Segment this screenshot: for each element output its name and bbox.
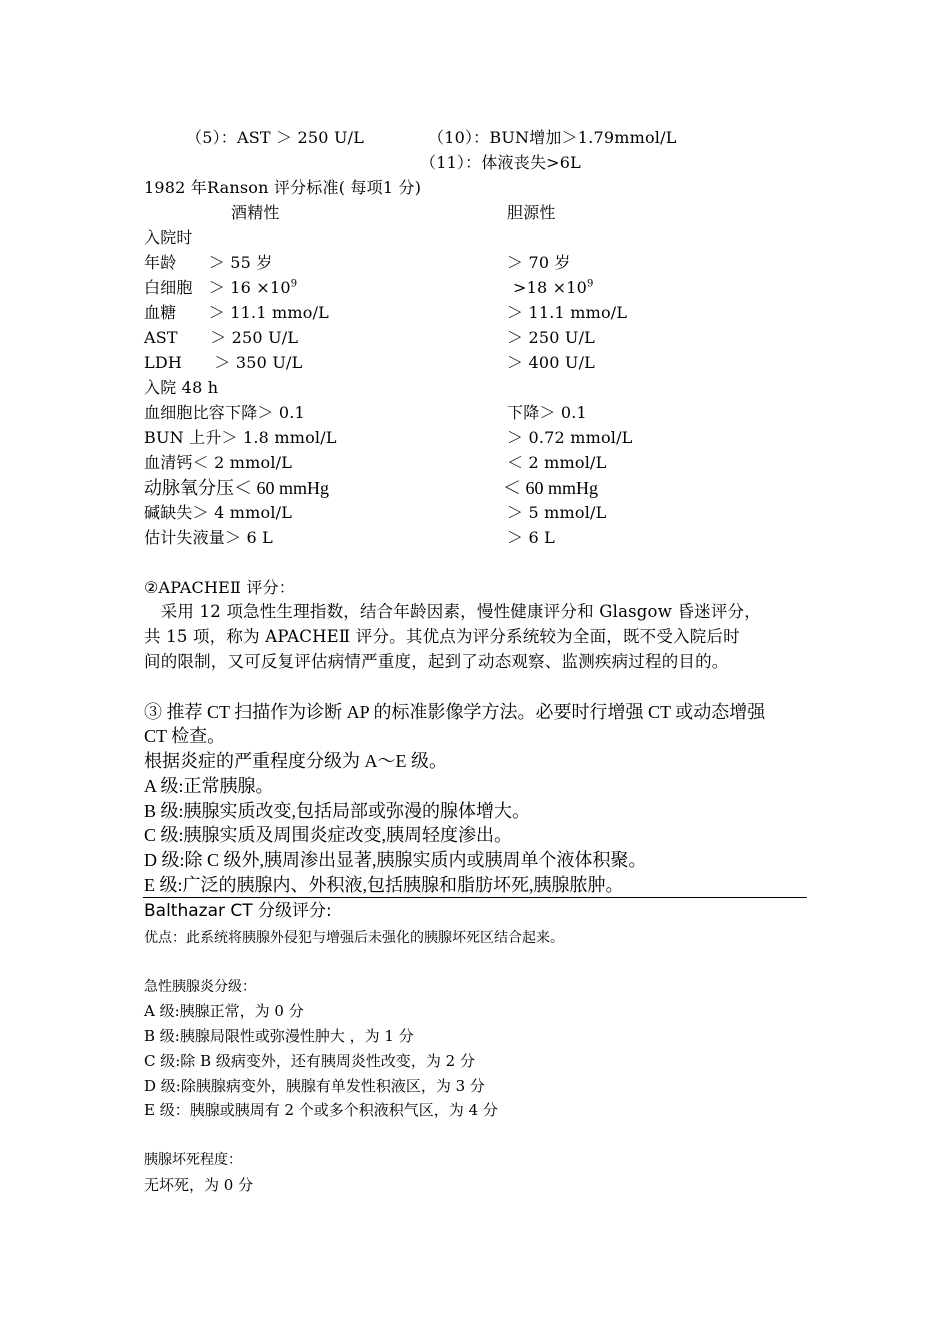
row-ast-biliary: ＞ 250 U/L [507,328,596,347]
ct-grade-b: B 级:胰腺实质改变,包括局部或弥漫的腺体增大。 [144,801,531,821]
row-age-biliary: ＞ 70 岁 [507,253,571,272]
balthazar-grade-c: C 级:除 B 级病变外，还有胰周炎性改变，为 2 分 [144,1052,475,1070]
row-pao2-biliary: ＜ 60 mmHg [503,478,599,498]
balthazar-grade-d: D 级:除胰腺病变外，胰腺有单发性积液区，为 3 分 [144,1077,485,1095]
balthazar-grade-e: E 级：胰腺或胰周有 2 个或多个积液积气区，为 4 分 [144,1101,498,1119]
row-hct-alcohol: 血细胞比容下降＞ 0.1 [144,403,305,422]
row-bun-biliary: ＞ 0.72 mmol/L [507,428,633,447]
row-hct-biliary: 下降＞ 0.1 [507,403,587,422]
criterion-11: （11）：体液丧失>6L [420,153,581,172]
balthazar-grade-b: B 级:胰腺局限性或弥漫性肿大 ，为 1 分 [144,1027,414,1045]
admission-label: 入院时 [144,228,193,247]
apache-line-1: 采用 12 项急性生理指数，结合年龄因素，慢性健康评分和 Glasgow 昏迷评分， [144,602,761,621]
ct-grade-d: D 级:除 C 级外,胰周渗出显著,胰腺实质内或胰周单个液体积聚。 [144,850,647,870]
row-pao2-alcohol: 动脉氧分压＜ 60 mmHg [144,478,330,498]
balthazar-advantage: 优点：此系统将胰腺外侵犯与增强后未强化的胰腺坏死区结合起来。 [144,930,564,946]
apache-heading: ②APACHEⅡ 评分： [144,578,295,597]
col-alcohol-header: 酒精性 [231,203,280,222]
balthazar-heading: Balthazar CT 分级评分: [144,901,332,921]
ranson-title: 1982 年Ranson 评分标准( 每项1 分) [144,178,422,197]
ct-line-2: CT 检查。 [144,726,226,746]
row-base-deficit-biliary: ＞ 5 mmol/L [507,503,607,522]
ct-line-3: 根据炎症的严重程度分级为 A～E 级。 [144,751,447,771]
row-glucose-biliary: ＞ 11.1 mmo/L [507,303,628,322]
balthazar-grade-a: A 级:胰腺正常，为 0 分 [144,1002,304,1020]
ct-line-1: ③ 推荐 CT 扫描作为诊断 AP 的标准影像学方法。必要时行增强 CT 或动态增强 [144,702,766,722]
row-bun-alcohol: BUN 上升＞ 1.8 mmol/L [144,428,337,447]
grading-title: 急性胰腺炎分级： [144,979,256,995]
row-ast-alcohol: AST ＞ 250 U/L [144,328,299,347]
apache-line-3: 间的限制，又可反复评估病情严重度，起到了动态观察、监测疾病过程的目的。 [144,652,729,671]
row-base-deficit-alcohol: 碱缺失＞ 4 mmol/L [144,503,293,522]
row-age-alcohol: 年龄 ＞ 55 岁 [144,253,273,272]
row-ldh-alcohol: LDH ＞ 350 U/L [144,353,303,372]
apache-line-2: 共 15 项，称为 APACHEⅡ 评分。其优点为评分系统较为全面，既不受入院后时 [144,627,740,646]
row-fluid-loss-biliary: ＞ 6 L [507,528,555,547]
ct-grade-a: A 级:正常胰腺。 [144,776,274,796]
ct-grade-e: E 级:广泛的胰腺内、外积液,包括胰腺和脂肪坏死,胰腺脓肿。 [144,875,624,895]
row-calcium-alcohol: 血清钙＜ 2 mmol/L [144,453,293,472]
col-biliary-header: 胆源性 [507,203,556,222]
row-fluid-loss-alcohol: 估计失液量＞ 6 L [144,528,273,547]
section-divider [143,897,807,898]
criterion-5: （5）：AST ＞ 250 U/L [186,128,365,147]
necrosis-none: 无坏死，为 0 分 [144,1176,254,1194]
hours48-label: 入院 48 h [144,378,219,397]
row-ldh-biliary: ＞ 400 U/L [507,353,596,372]
row-wbc-biliary: $>18 \times 10^9$ [513,278,594,297]
ct-grade-c: C 级:胰腺实质及周围炎症改变,胰周轻度渗出。 [144,825,513,845]
row-calcium-biliary: ＜ 2 mmol/L [507,453,607,472]
necrosis-title: 胰腺坏死程度： [144,1152,242,1168]
row-glucose-alcohol: 血糖 ＞ 11.1 mmo/L [144,303,329,322]
row-wbc-alcohol: 白细胞 ＞ $16 \times 10^9$ [144,278,298,297]
criterion-10: （10）：BUN增加＞1.79mmol/L [428,128,677,147]
